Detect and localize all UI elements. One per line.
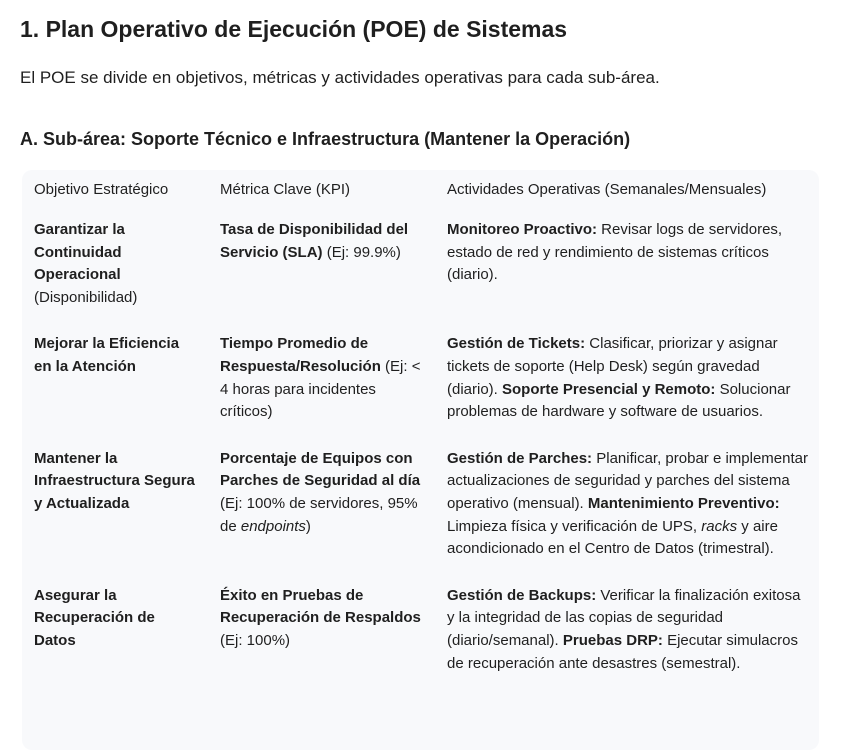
objective-bold: Asegurar la Recuperación de Datos (34, 586, 155, 649)
kpi-rest: (Ej: 100%) (220, 631, 291, 649)
kpi-rest: (Ej: < 4 horas para incidentes críticos) (220, 357, 421, 421)
activity-rest: Limpieza física y verificación de UPS, (447, 517, 702, 535)
activity-bold: Mantenimiento Preventivo: (587, 494, 780, 512)
table-row (22, 573, 819, 687)
table-header-row (22, 170, 819, 209)
section-heading: A. Sub-área: Soporte Técnico e Infraestructura (Mantener la Operación) (20, 129, 631, 149)
objective-bold: Mejorar la Eficiencia en la Atención (34, 335, 180, 375)
kpi-bold: Tasa de Disponibilidad del Servicio (SLA) (220, 221, 409, 261)
objective-bold: Garantizar la Continuidad Operacional (34, 221, 125, 284)
kpi-rest: (Ej: 100% de servidores, 95% de (220, 494, 418, 535)
activity-rest: Verificar la finalización exitosa y la integridad de las copias de seguridad (diario/semanal). (447, 586, 801, 649)
activity-bold: Gestión de Backups: (447, 586, 597, 604)
activities-cell (435, 321, 819, 435)
activity-bold: Gestión de Tickets: (447, 335, 586, 353)
objective-cell (22, 436, 208, 573)
header-kpi: Métrica Clave (KPI) (220, 181, 351, 198)
kpi-bold: Porcentaje de Equipos con Parches de Seguridad al día (220, 449, 421, 490)
kpi-cell (208, 321, 435, 435)
activity-italic: racks (701, 517, 738, 535)
activity-rest: Revisar logs de servidores, estado de red y rendimiento de sistemas críticos (diario). (447, 221, 783, 284)
objective-cell (22, 209, 208, 321)
objective-cell (22, 573, 208, 687)
kpi-rest: (Ej: 99.9%) (322, 243, 401, 261)
activity-rest: y aire acondicionado en el Centro de Datos (trimestral). (447, 517, 778, 558)
kpi-bold: Éxito en Pruebas de Recuperación de Respaldos (220, 586, 421, 627)
activity-bold: Pruebas DRP: (562, 631, 663, 649)
kpi-cell (208, 209, 435, 321)
objective-rest: (Disponibilidad) (34, 288, 138, 306)
activities-cell (435, 436, 819, 573)
activity-rest: Planificar, probar e implementar actualizaciones de seguridad y parches del sistema operativo (mensual). (447, 449, 808, 512)
activity-bold: Gestión de Parches: (447, 449, 593, 467)
header-activities: Actividades Operativas (Semanales/Mensuales) (447, 181, 767, 198)
intro-paragraph: El POE se divide en objetivos, métricas y actividades operativas para cada sub-área. (20, 68, 660, 87)
table-row (22, 321, 819, 435)
poe-table-container (22, 170, 819, 750)
kpi-italic: endpoints (240, 517, 306, 535)
header-objective: Objetivo Estratégico (34, 181, 169, 198)
activity-bold: Soporte Presencial y Remoto: (502, 380, 716, 398)
activity-bold: Monitoreo Proactivo: (447, 221, 598, 238)
activities-cell (435, 573, 819, 687)
kpi-bold: Tiempo Promedio de Respuesta/Resolución (220, 335, 381, 375)
objective-cell (22, 321, 208, 435)
kpi-cell (208, 436, 435, 573)
page-title: 1. Plan Operativo de Ejecución (POE) de Sistemas (20, 16, 568, 42)
objective-bold: Mantener la Infraestructura Segura y Actualizada (34, 449, 195, 512)
kpi-rest: ) (305, 517, 311, 535)
activity-rest: Solucionar problemas de hardware y software de usuarios. (447, 380, 791, 421)
table-row (22, 209, 819, 321)
activity-rest: Ejecutar simulacros de recuperación ante desastres (semestral). (447, 631, 798, 672)
kpi-cell (208, 573, 435, 687)
activity-rest: Clasificar, priorizar y asignar tickets de soporte (Help Desk) según gravedad (diario). (447, 335, 778, 398)
activities-cell (435, 209, 819, 321)
table-row (22, 436, 819, 573)
poe-table (22, 170, 819, 687)
